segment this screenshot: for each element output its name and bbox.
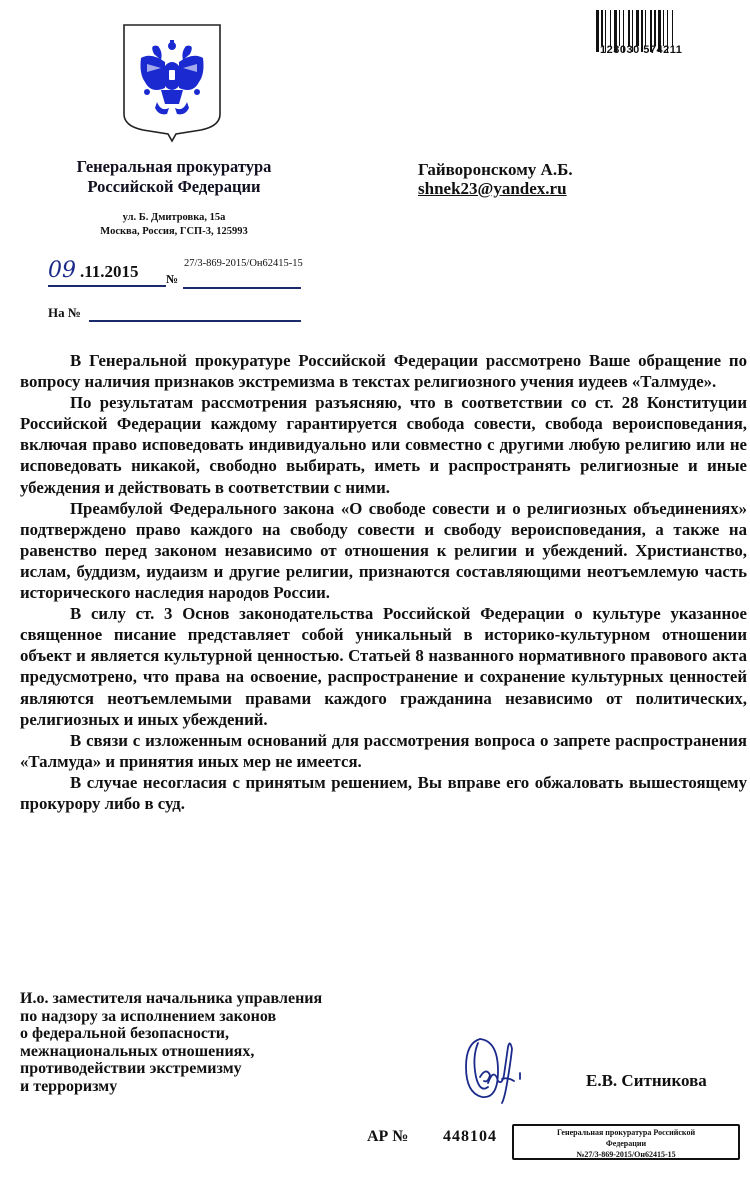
body-paragraph: В силу ст. 3 Основ законодательства Российской Федерации о культуре указанное священное писание представляет собой уникальный в историко-культурном отношении объект и является культурной ценностью. Статьей 8 названного нормативного правового акта предусмотрено, что права на освоение, распространение и сохранение культурных ценностей являются неотъемлемыми правами каждого гражданина независимо от политических, религиозных и иных убеждений. (20, 604, 747, 729)
barcode-bar (601, 10, 603, 46)
barcode-bar (672, 10, 673, 46)
barcode-bar (610, 10, 611, 46)
barcode-bar (645, 10, 646, 46)
sender-org-country: Российской Федерации (87, 177, 261, 196)
sender-address-street: ул. Б. Дмитровка, 15а (122, 212, 226, 223)
handwritten-signature (458, 1027, 538, 1107)
signer-title-line: противодействии экстремизму (20, 1060, 242, 1077)
stamp-line: Федерации (605, 1139, 647, 1148)
signer-name: Е.В. Ситникова (586, 1071, 707, 1090)
body-paragraph: В связи с изложенным оснований для рассмотрения вопроса о запрете распространения «Талмуда» и принятия иных мер не имеется. (20, 730, 747, 771)
date-day-handwritten: 09 (48, 258, 76, 283)
body-paragraph: В Генеральной прокуратуре Российской Федерации рассмотрено Ваше обращение по вопросу наличия признаков экстремизма в текстах религиозного учения иудеев «Талмуде». (20, 351, 747, 392)
reference-number: 27/3-869-2015/Он62415-15 (184, 258, 303, 269)
signer-title-line: межнациональных отношениях, (20, 1042, 255, 1060)
signer-title (20, 990, 400, 1095)
body-paragraph: В случае несогласия с принятым решением, Вы вправе его обжаловать вышестоящему прокурору либо в суд. (20, 772, 747, 813)
coat-of-arms-emblem (121, 22, 223, 143)
date-month-year: .11.2015 (80, 262, 139, 281)
barcode-bar (619, 10, 620, 46)
date-underline (48, 285, 166, 287)
sender-org-name: Генеральная прокуратура (76, 157, 272, 176)
stamp-line: Генеральная прокуратура Российской (556, 1128, 696, 1137)
signer-title-line: о федеральной безопасности, (20, 1025, 230, 1042)
barcode-bar (654, 10, 656, 46)
stamp-line: №27/3-869-2015/Он62415-15 (576, 1150, 676, 1159)
ap-number-label: АР № (367, 1128, 409, 1145)
reference-underline (183, 287, 301, 289)
registration-stamp (512, 1124, 740, 1160)
recipient-email: shnek23@yandex.ru (418, 179, 567, 198)
ap-number: 448104 (443, 1128, 497, 1145)
barcode-bar (663, 10, 664, 46)
sender-address-city: Москва, Россия, ГСП-3, 125993 (100, 226, 248, 237)
barcode-bar (596, 10, 599, 52)
signer-title-line: и терроризму (20, 1077, 118, 1095)
signer-title-line: по надзору за исполнением законов (20, 1007, 277, 1025)
reference-number-sign: № (166, 272, 179, 286)
reply-to-label: На № (48, 305, 81, 320)
barcode-bar (628, 10, 630, 46)
recipient-name: Гайворонскому А.Б. (418, 160, 573, 179)
signer-title-line: И.о. заместителя начальника управления (20, 990, 323, 1007)
reply-to-underline (89, 320, 301, 322)
body-paragraph: По результатам рассмотрения разъясняю, что в соответствии со ст. 28 Конституции Российской Федерации каждому гарантируется свобода совести, свобода вероисповедания, включая право исповедовать индивидуально или совместно с другими любую религию или не исповедовать никакой, свободно выбирать, иметь и распространять религиозные и иные убеждения и действовать в соответствии с ними. (20, 393, 747, 497)
body-paragraph: Преамбулой Федерального закона «О свободе совести и о религиозных объединениях» подтверждено право каждого на свободу совести и свободу вероисповедания, а также на равенство перед законом независимо от отношения к религии и убеждений. Христианство, ислам, буддизм, иудаизм и другие религии, признаются составляющими неотъемлемую часть исторического наследия народов России. (20, 498, 747, 603)
barcode-bar (636, 10, 639, 46)
barcode-digits: 123030 574211 (600, 44, 683, 56)
letter-body (20, 350, 747, 814)
